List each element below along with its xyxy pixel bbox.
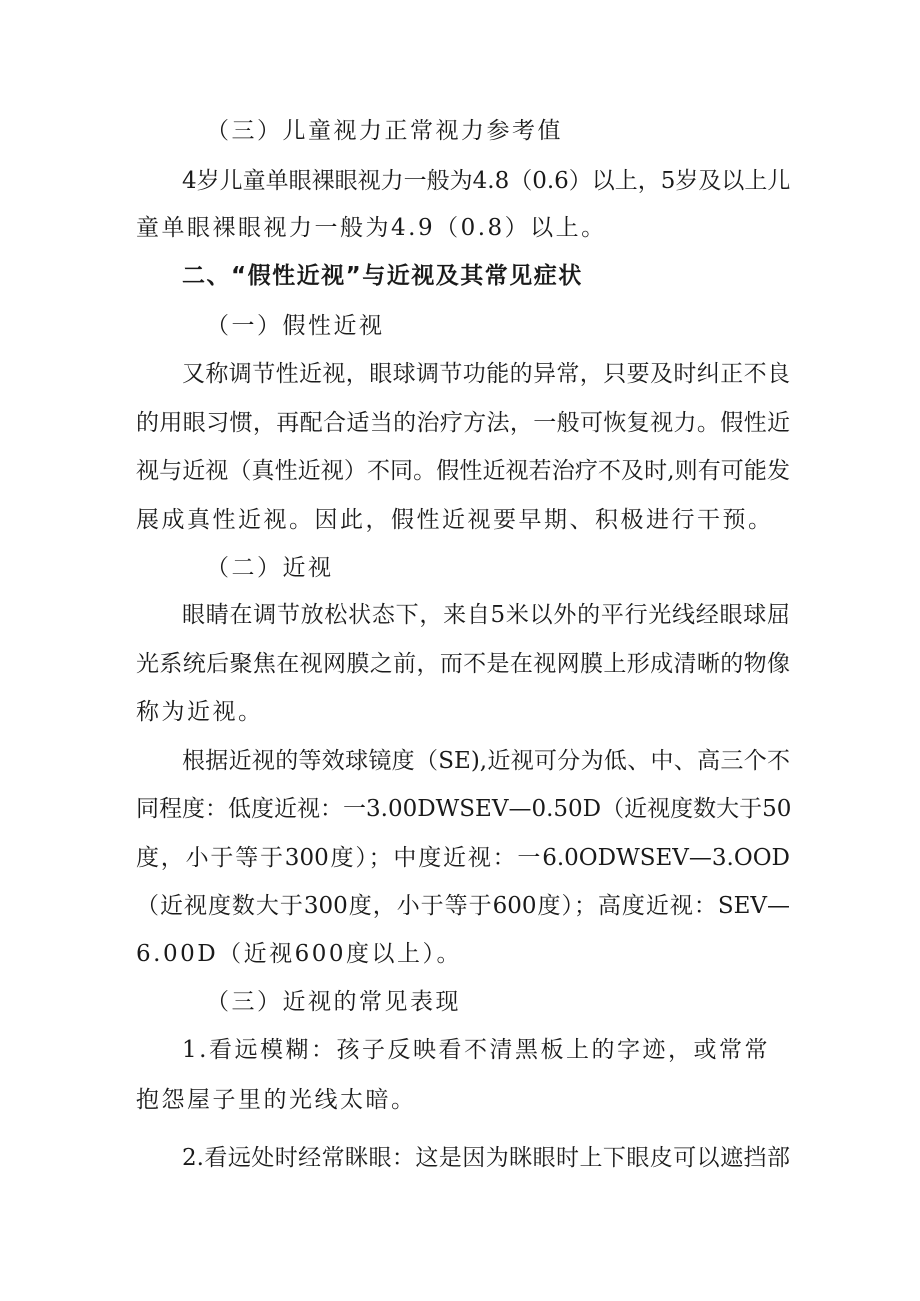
list-item: 1.看远模糊：孩子反映看不清黑板上的字迹，或常常 <box>182 1037 770 1063</box>
paragraph-line: 童单眼裸眼视力一般为4.9（0.8）以上。 <box>136 215 607 241</box>
paragraph-line: 又称调节性近视，眼球调节功能的异常，只要及时纠正不良 <box>182 361 790 387</box>
paragraph-line: 同程度：低度近视：一3.00DWSEV—0.50D（近视度数大于50 <box>136 796 792 822</box>
paragraph-line: 展成真性近视。因此，假性近视要早期、积极进行干预。 <box>136 507 774 533</box>
subheading-myopia-symptoms: （三）近视的常见表现 <box>206 989 461 1015</box>
paragraph-line: （近视度数大于300度，小于等于600度）；高度近视：SEV— <box>136 893 790 919</box>
list-item: 2.看远处时经常眯眼：这是因为眯眼时上下眼皮可以遮挡部 <box>182 1145 790 1171</box>
paragraph-line: 6.00D（近视600度以上）。 <box>136 941 463 967</box>
paragraph-line: 视与近视（真性近视）不同。假性近视若治疗不及时,则有可能发 <box>136 458 790 484</box>
paragraph-line: 4岁儿童单眼裸眼视力一般为4.8（0.6）以上，5岁及以上儿 <box>182 168 791 194</box>
subheading-child-vision-reference: （三）儿童视力正常视力参考值 <box>206 118 563 144</box>
paragraph-line: 的用眼习惯，再配合适当的治疗方法，一般可恢复视力。假性近 <box>136 410 790 436</box>
subheading-myopia: （二）近视 <box>206 555 334 581</box>
paragraph-line: 眼睛在调节放松状态下，来自5米以外的平行光线经眼球屈 <box>182 602 790 628</box>
section-heading-pseudo-myopia: 二、“假性近视”与近视及其常见症状 <box>182 263 583 289</box>
paragraph-line: 光系统后聚焦在视网膜之前，而不是在视网膜上形成清晰的物像 <box>136 651 790 677</box>
paragraph-line: 称为近视。 <box>136 699 264 725</box>
paragraph-line: 根据近视的等效球镜度（SE),近视可分为低、中、高三个不 <box>182 748 790 774</box>
paragraph-line: 度，小于等于300度）；中度近视：一6.0ODWSEV—3.OOD <box>136 845 790 871</box>
list-item-continuation: 抱怨屋子里的光线太暗。 <box>136 1087 417 1113</box>
subheading-pseudo-myopia: （一）假性近视 <box>206 313 385 339</box>
